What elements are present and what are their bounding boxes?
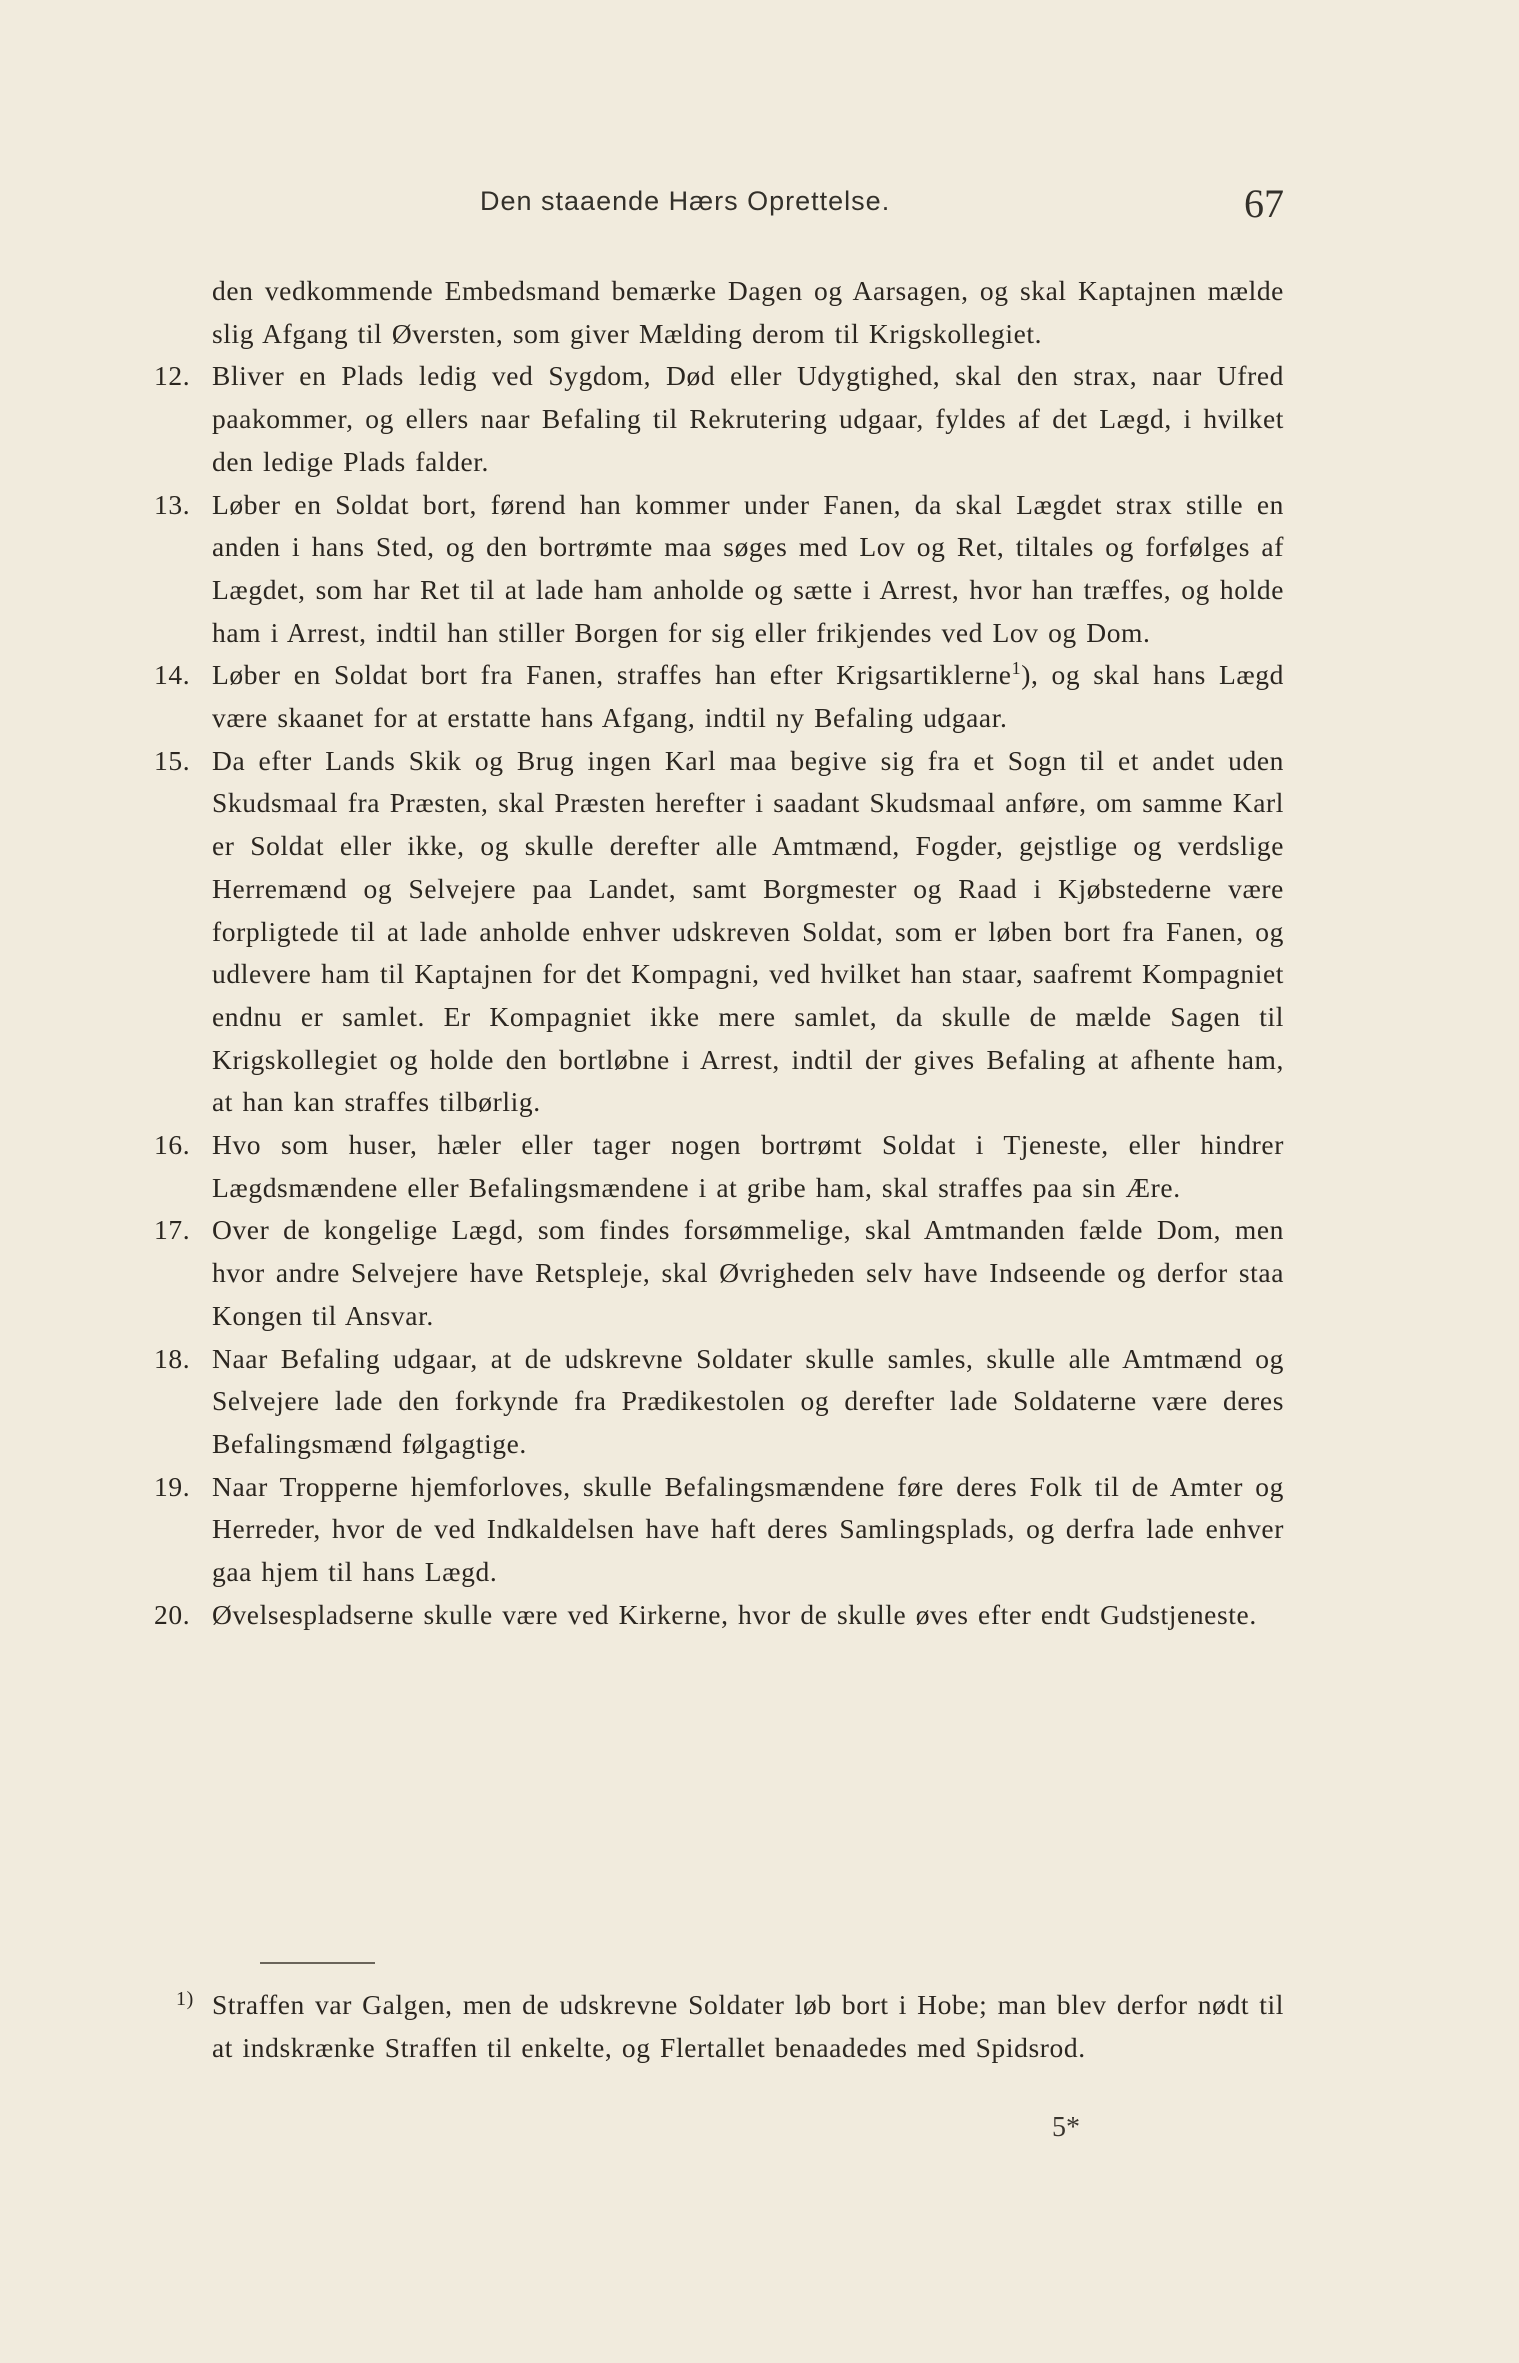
article-18 bbox=[154, 1338, 1284, 1466]
article-text: Øvelsespladserne skulle være ved Kirkerne, hvor de skulle øves efter endt Gudstjeneste. bbox=[212, 1598, 1257, 1630]
footnote-mark: 1) bbox=[176, 1988, 194, 2010]
article-number: 17. bbox=[154, 1214, 191, 1246]
article-16 bbox=[154, 1124, 1284, 1209]
article-text: Naar Tropperne hjemforloves, skulle Befalingsmændene føre deres Folk til de Amter og Herreder, hvor de ved Indkaldelsen have haft deres Samlingsplads, og derfra lade enhver gaa hjem til hans Lægd. bbox=[212, 1470, 1284, 1588]
article-number: 16. bbox=[154, 1129, 191, 1161]
article-number: 14. bbox=[154, 659, 191, 691]
article-19 bbox=[154, 1466, 1284, 1594]
footnote-reference: 1 bbox=[1011, 658, 1022, 679]
article-text: Hvo som huser, hæler eller tager nogen bortrømt Soldat i Tjeneste, eller hindrer Lægdsmændene eller Befalingsmændene i at gribe ham, skal straffes paa sin Ære. bbox=[212, 1129, 1284, 1203]
article-number: 13. bbox=[154, 488, 191, 520]
page-header bbox=[212, 180, 1284, 230]
body-text bbox=[154, 270, 1284, 1637]
article-number: 20. bbox=[154, 1598, 191, 1630]
signature-mark: 5* bbox=[1052, 2112, 1080, 2143]
article-number: 12. bbox=[154, 360, 191, 392]
article-17 bbox=[154, 1209, 1284, 1337]
article-text: Løber en Soldat bort, førend han kommer under Fanen, da skal Lægdet strax stille en anden i hans Sted, og den bortrømte maa søges med Lov og Ret, tiltales og forfølges af Lægdet, som har Ret til at lade ham anholde og sætte i Arrest, hvor han træffes, og holde ham i Arrest, indtil han stiller Borgen for sig eller frikjendes ved Lov og Dom. bbox=[212, 488, 1284, 648]
article-text: Bliver en Plads ledig ved Sygdom, Død eller Udygtighed, skal den strax, naar Ufred paakommer, og ellers naar Befaling til Rekrutering udgaar, fyldes af det Lægd, i hvilket den ledige Plads falder. bbox=[212, 360, 1284, 477]
article-text: Over de kongelige Lægd, som findes forsømmelige, skal Amtmanden fælde Dom, men hvor andre Selvejere have Retspleje, skal Øvrigheden selv have Indseende og derfor staa Kongen til Ansvar. bbox=[212, 1214, 1284, 1331]
article-12 bbox=[154, 355, 1284, 483]
article-text-part-a: Løber en Soldat bort fra Fanen, straffes han efter Krigsartiklerne bbox=[212, 659, 1012, 691]
running-title: Den staaende Hærs Oprettelse. bbox=[480, 186, 891, 216]
intro-paragraph: den vedkommende Embedsmand bemærke Dagen og Aarsagen, og skal Kaptajnen mælde slig Afgang til Øversten, som giver Mælding derom til Krigskollegiet. bbox=[212, 275, 1284, 349]
article-13 bbox=[154, 484, 1284, 655]
article-14 bbox=[154, 654, 1284, 739]
page-number: 67 bbox=[1244, 181, 1284, 226]
footnote-divider bbox=[260, 1962, 375, 1964]
article-number: 19. bbox=[154, 1470, 191, 1502]
article-text-part-b: ), og skal hans Lægd være skaanet for at erstatte hans Afgang, indtil ny Befaling udgaar. bbox=[212, 659, 1284, 734]
article-number: 18. bbox=[154, 1342, 191, 1374]
article-text bbox=[212, 654, 1284, 739]
article-text: Da efter Lands Skik og Brug ingen Karl maa begive sig fra et Sogn til et andet uden Skudsmaal fra Præsten, skal Præsten herefter i saadant Skudsmaal anføre, om samme Karl er Soldat eller ikke, og skulle derefter alle Amtmænd, Fogder, gejstlige og verdslige Herremænd og Selvejere paa Landet, samt Borgmester og Raad i Kjøbstederne være forpligtede til at lade anholde enhver udskreven Soldat, som er løben bort fra Fanen, og udlevere ham til Kaptajnen for det Kompagni, ved hvilket han staar, saafremt Kompagniet endnu er samlet. Er Kompagniet ikke mere samlet, da skulle de mælde Sagen til Krigskollegiet og holde den bortløbne i Arrest, indtil der gives Befaling at afhente ham, at han kan straffes tilbørlig. bbox=[212, 744, 1284, 1118]
footnote-text: Straffen var Galgen, men de udskrevne Soldater løb bort i Hobe; man blev derfor nødt til at indskrænke Straffen til enkelte, og Flertallet benaadedes med Spidsrod. bbox=[212, 1989, 1284, 2063]
article-15 bbox=[154, 740, 1284, 1124]
article-number: 15. bbox=[154, 744, 191, 776]
article-text: Naar Befaling udgaar, at de udskrevne Soldater skulle samles, skulle alle Amtmænd og Selvejere lade den forkynde fra Prædikestolen og derefter lade Soldaterne være deres Befalingsmænd følgagtige. bbox=[212, 1342, 1284, 1459]
footnote bbox=[176, 1984, 1284, 2069]
article-20 bbox=[154, 1594, 1284, 1637]
